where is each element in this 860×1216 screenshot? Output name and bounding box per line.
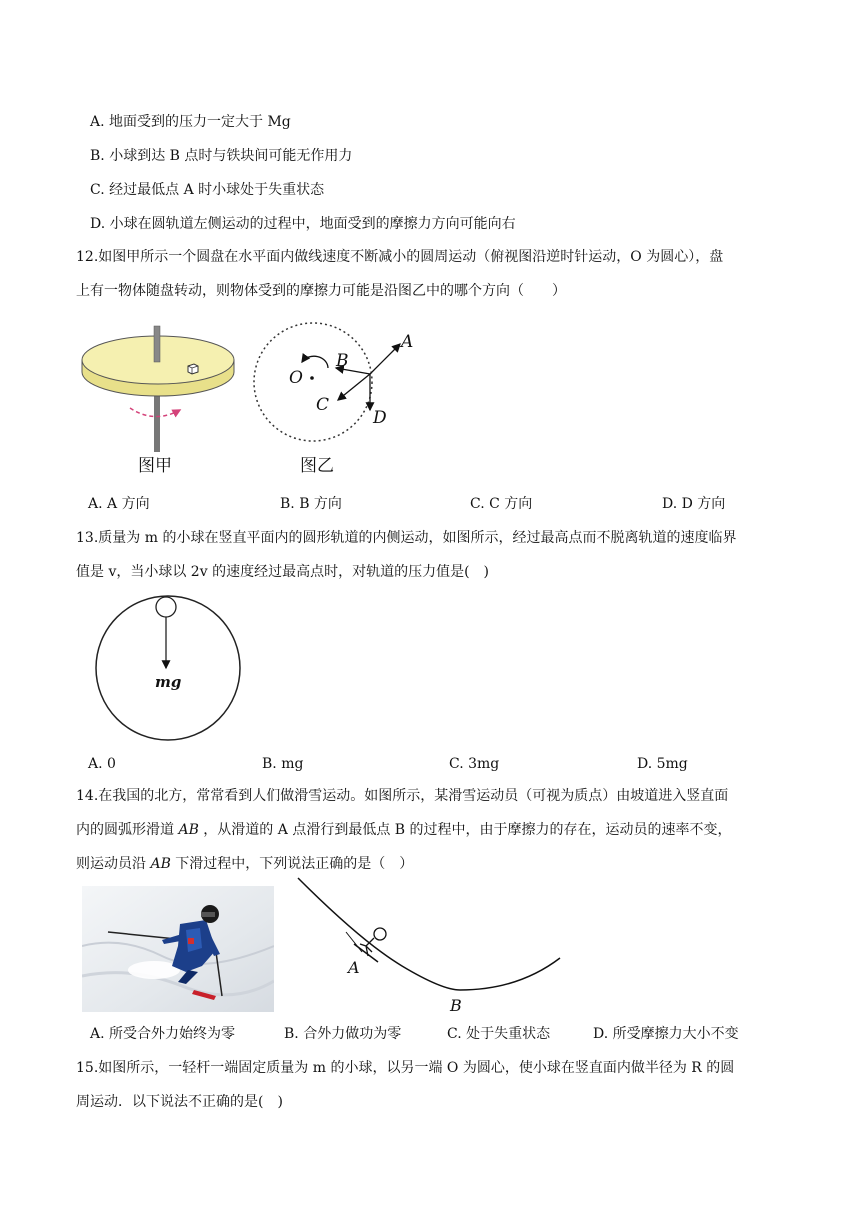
label-b: B	[336, 351, 349, 371]
block-object	[188, 364, 198, 374]
ball	[156, 597, 176, 617]
q12-option-b: B. B 方向	[280, 496, 342, 512]
slope-track	[298, 878, 560, 990]
q15-stem-line2: 周运动．以下说法不正确的是( )	[76, 1094, 283, 1110]
q12-option-c: C. C 方向	[470, 496, 533, 512]
q14-stem-line2-post: ，从滑道的 A 点滑行到最低点 B 的过程中，由于摩擦力的存在，运动员的速率不变，	[198, 822, 732, 838]
q14-stem-line2-pre: 内的圆弧形滑道	[76, 822, 179, 838]
label-slope-a: A	[348, 958, 360, 977]
fig-yi-caption: 图乙	[300, 456, 334, 476]
q13-stem-line2: 值是 v，当小球以 2v 的速度经过最高点时，对轨道的压力值是( )	[76, 564, 489, 580]
label-o: O	[289, 368, 303, 388]
q14-slope-figure	[292, 872, 568, 1012]
q14-stem-line3-pre: 则运动员沿	[76, 856, 151, 872]
q14-stem-line3	[76, 854, 413, 874]
q14-option-b: B. 合外力做功为零	[284, 1026, 402, 1042]
q13-figure	[90, 592, 250, 742]
q12-option-d: D. D 方向	[662, 496, 726, 512]
arrow-c	[338, 374, 370, 400]
q14-stem-line3-ab: AB	[150, 856, 171, 872]
label-a: A	[401, 332, 414, 352]
arrow-a	[370, 344, 400, 374]
label-d: D	[373, 408, 387, 428]
q12-stem-line1: 12.如图甲所示一个圆盘在水平面内做线速度不断减小的圆周运动（俯视图沿逆时针运动，O 为圆心），盘	[76, 249, 724, 265]
q11-option-b: B. 小球到达 B 点时与铁块间可能无作用力	[90, 148, 353, 164]
rotation-direction-icon	[302, 356, 328, 368]
q14-stem-line2	[76, 820, 732, 840]
axle-upper	[154, 326, 160, 362]
label-c: C	[316, 395, 330, 415]
q11-option-c: C. 经过最低点 A 时小球处于失重状态	[90, 182, 325, 198]
axle-lower	[154, 390, 160, 452]
label-slope-b: B	[450, 996, 462, 1015]
q14-option-d: D. 所受摩擦力大小不变	[593, 1026, 739, 1042]
q13-option-b: B. mg	[262, 756, 304, 772]
q12-stem-line2: 上有一物体随盘转动，则物体受到的摩擦力可能是沿图乙中的哪个方向（ ）	[76, 283, 566, 299]
fig-jia-caption: 图甲	[138, 456, 172, 476]
q14-stem-line3-post: 下滑过程中，下列说法正确的是（ ）	[170, 856, 414, 872]
q13-option-d: D. 5mg	[637, 756, 688, 772]
skier-photo	[82, 886, 274, 1012]
q13-option-a: A. 0	[88, 756, 116, 772]
skier-figure	[346, 928, 386, 962]
circular-track	[96, 596, 240, 740]
label-mg: mg	[155, 673, 182, 691]
q11-option-d: D. 小球在圆轨道左侧运动的过程中，地面受到的摩擦力方向可能向右	[90, 216, 516, 232]
center-dot	[310, 376, 314, 380]
q14-option-c: C. 处于失重状态	[447, 1026, 551, 1042]
dotted-circle	[254, 323, 372, 441]
q15-stem-line1: 15.如图所示，一轻杆一端固定质量为 m 的小球，以另一端 O 为圆心，使小球在竖直面内做半径为 R 的圆	[76, 1060, 735, 1076]
q14-option-a: A. 所受合外力始终为零	[90, 1026, 236, 1042]
q14-stem-line2-ab: AB	[178, 822, 199, 838]
q14-stem-line1: 14.在我国的北方，常常看到人们做滑雪运动。如图所示，某滑雪运动员（可视为质点）由坡道进入竖直面	[76, 788, 729, 804]
q13-stem-line1: 13.质量为 m 的小球在竖直平面内的圆形轨道的内侧运动，如图所示，经过最高点而不脱离轨道的速度临界	[76, 530, 737, 546]
q12-option-a: A. A 方向	[88, 496, 150, 512]
q12-figure-yi	[250, 318, 420, 458]
q13-option-c: C. 3mg	[449, 756, 500, 772]
q11-option-a: A. 地面受到的压力一定大于 Mg	[90, 114, 291, 130]
